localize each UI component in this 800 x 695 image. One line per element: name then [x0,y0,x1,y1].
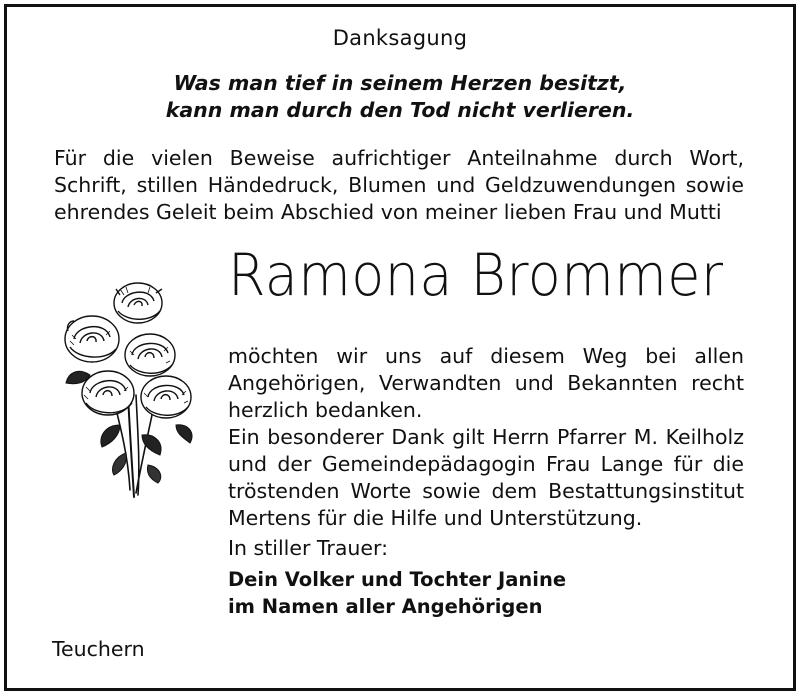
signer-line: im Namen aller Angehörigen [228,595,543,618]
deceased-name: Ramona Brommer [228,241,724,309]
signers [228,566,566,620]
thanks-paragraph [228,343,744,532]
body-line: tröstenden Worte sowie dem Bestattungsinstitut [228,479,744,503]
motto-line: kann man durch den Tod nicht verlieren. [165,98,635,122]
intro-line: Für die vielen Beweise aufrichtiger Anteilnahme durch Wort, [54,146,744,170]
motto-line: Was man tief in seinem Herzen besitzt, [173,71,627,95]
body-line: Mertens für die Hilfe und Unterstützung. [228,506,643,530]
body-line: herzlich bedanken. [228,398,423,422]
roses-bouquet-icon [50,275,210,500]
intro-paragraph [54,145,744,226]
signoff: In stiller Trauer: [228,536,388,560]
notice-heading: Danksagung [332,26,468,50]
intro-line: Schrift, stillen Händedruck, Blumen und Geldzuwendungen sowie [54,173,744,197]
place-name: Teuchern [52,637,145,661]
motto-quote [0,70,800,124]
body-line: Ein besonderer Dank gilt Herrn Pfarrer M. Keilholz [228,425,744,449]
signer-line: Dein Volker und Tochter Janine [228,568,567,591]
body-line: und der Gemeindepädagogin Frau Lange für die [228,452,744,476]
intro-line: ehrendes Geleit beim Abschied von meiner lieben Frau und Mutti [54,200,722,224]
body-line: möchten wir uns auf diesem Weg bei allen [228,344,744,368]
body-line: Angehörigen, Verwandten und Bekannten recht [228,371,744,395]
